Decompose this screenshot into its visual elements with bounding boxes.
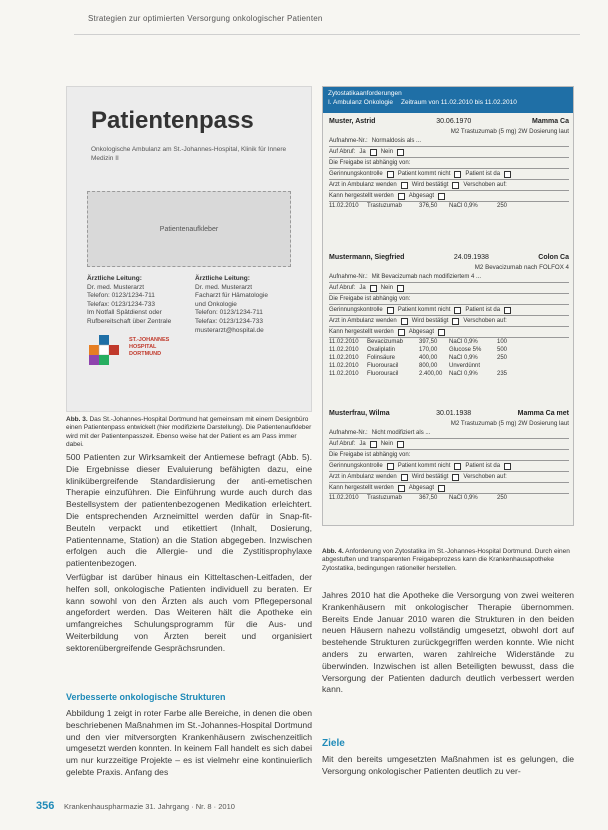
medication-row (329, 338, 569, 346)
form-row-aufabruf (329, 147, 569, 158)
form-header-row (328, 98, 568, 108)
medication-cell: 397,50 (419, 339, 438, 345)
medication-cell: Bevacizumab (367, 339, 404, 345)
medication-cell: 250 (497, 203, 508, 209)
form-row-status (329, 305, 569, 316)
option-label: Kann hergestellt werden (329, 328, 394, 335)
option-label: Gerinnungskontrolle (329, 170, 383, 177)
medication-row (329, 370, 569, 378)
form-header (323, 87, 573, 113)
logo-line: ST.-JOHANNES (129, 337, 170, 343)
body-text-right-2: Mit den bereits umgesetzten Maßnahmen ist es gelungen, die Versorgung onkologischer Patienten deutlich zu ver- (322, 754, 574, 776)
form-row-freigabe (329, 294, 569, 305)
medication-cell: Oxaliplatin (367, 347, 396, 353)
pass-right-contact (195, 275, 305, 335)
option-label: Arzt in Ambulanz wenden (329, 181, 397, 188)
pass-left-line: Im Notfall Spätdienst oder (87, 309, 162, 317)
checkbox[interactable] (504, 307, 511, 314)
checkbox[interactable] (370, 149, 377, 156)
form-row-herstellung (329, 191, 569, 202)
field-label: Auf Abruf: (329, 148, 356, 155)
running-head: Strategien zur optimierten Versorgung onkologischer Patienten (88, 14, 323, 23)
option-label: Wird bestätigt (411, 317, 449, 324)
figure-caption-left (66, 416, 312, 450)
medication-row (329, 354, 569, 362)
option-label: Abgesagt (408, 328, 435, 335)
medication-cell: 400,00 (419, 355, 438, 361)
figure-caption-right (322, 548, 574, 573)
field-label: Aufnahme-Nr.: (329, 273, 368, 280)
caption-text: Anforderung von Zytostatika im St.-Johannes-Hospital Dortmund. Durch einen abgestuften und transparenten Freigabeprozess kann die Krankenhausapotheke Zytostatika, bedingungen rationeller herstellen. (322, 548, 570, 572)
medication-cell: Trastuzumab (367, 203, 402, 209)
medication-cell: 11.02.2010 (329, 355, 359, 361)
patient-dob: 24.09.1938 (453, 254, 489, 261)
form-row-arzt (329, 472, 569, 483)
option-label: Abgesagt (408, 192, 435, 199)
form-row-arzt (329, 316, 569, 327)
medication-table (329, 494, 569, 502)
checkbox[interactable] (452, 474, 459, 481)
patient-block (329, 409, 569, 502)
medication-cell (497, 362, 527, 370)
pass-right-line: Dr. med. Musterarzt (195, 283, 253, 291)
field-value: Normaldosis als ... (371, 137, 422, 144)
checkbox[interactable] (454, 307, 461, 314)
checkbox[interactable] (504, 171, 511, 178)
pass-right-line: Ärztliche Leitung: (195, 275, 250, 282)
medication-cell: 11.02.2010 (329, 347, 359, 353)
medication-cell: 11.02.2010 (329, 495, 359, 501)
pass-left-contact (87, 275, 197, 327)
caption-text: Das St.-Johannes-Hospital Dortmund hat gemeinsam mit einem Designbüro einen Patientenpass entwickelt (hier modifizierte Darstellung). Die Patientenaufkleber wird mit der Patientenpasszeit. Ebenso weise hat der Patient es am Pass immer dabei. (66, 416, 312, 449)
option-label: Patient kommt nicht (397, 170, 451, 177)
pass-right-line: und Onkologie (195, 300, 237, 308)
option-label: Nein (380, 284, 394, 291)
checkbox[interactable] (438, 329, 445, 336)
medication-table (329, 338, 569, 378)
option-label: Wird bestätigt (411, 473, 449, 480)
option-label: Gerinnungskontrolle (329, 462, 383, 469)
option-label: Patient ist da (465, 462, 501, 469)
field-label: Die Freigabe ist abhängig von: (329, 295, 411, 302)
field-label: Die Freigabe ist abhängig von: (329, 159, 411, 166)
medication-cell: Glucose 5% (449, 347, 482, 353)
pass-left-line: Telefax: 0123/1234-733 (87, 300, 155, 308)
pass-left-line: Ärztliche Leitung: (87, 275, 142, 282)
medication-cell: NaCl 0,9% (449, 339, 478, 345)
patient-name: Muster, Astrid (329, 118, 376, 125)
checkbox[interactable] (504, 463, 511, 470)
field-label: Aufnahme-Nr.: (329, 429, 368, 436)
pass-right-line: Telefon: 0123/1234-711 (195, 309, 263, 317)
medication-cell: 11.02.2010 (329, 339, 359, 345)
form-row-freigabe (329, 158, 569, 169)
pass-subtitle: Onkologische Ambulanz am St.-Johannes-Hospital, Klinik für Innere Medizin II (91, 146, 287, 162)
option-label: Arzt in Ambulanz wenden (329, 317, 397, 324)
form-header-title: Zytostatikaanforderungen (328, 90, 402, 97)
medication-cell: 100 (497, 339, 508, 345)
medication-row (329, 494, 569, 502)
checkbox[interactable] (398, 485, 405, 492)
body-text-left (66, 452, 312, 657)
field-value: Mit Bevacizumab nach modifiziertem 4 ... (371, 273, 482, 280)
patient-regimen: M2 Trastuzumab (5 mg) 2W Dosierung laut (450, 420, 569, 427)
body-text-right: Jahres 2010 hat die Apotheke die Versorgung von zwei weiteren Krankenhäusern mit onkologischer Therapie übernommen. Bereits Ende Januar 2010 waren die Strukturen in den beiden neuen Häusern nahezu vollständig umgesetzt, obwohl dort auf bestehende Strukturen zurückgegriffen werden konnte. Wie nicht anders zu erwarten, waren zahlreiche Widerstände zu überwinden. Inzwischen ist allen Beteiligten bewusst, dass die Versorgung der Patienten dadurch deutlich verbessert werden kann. (322, 590, 574, 695)
checkbox[interactable] (387, 463, 394, 470)
pass-left-line: Rufbereitschaft über Zentrale (87, 317, 172, 325)
medication-row (329, 202, 569, 210)
caption-label: Abb. 3. (66, 416, 88, 423)
header-rule (74, 34, 580, 35)
option-label: Patient kommt nicht (397, 462, 451, 469)
checkbox[interactable] (401, 318, 408, 325)
medication-cell: 376,50 (419, 203, 438, 209)
patient-block (329, 253, 569, 378)
patient-name: Musterfrau, Wilma (329, 410, 390, 417)
logo-line: HOSPITAL (129, 344, 157, 350)
option-label: Kann hergestellt werden (329, 192, 394, 199)
body-text-left-2: Abbildung 1 zeigt in roter Farbe alle Bereiche, in denen die oben beschriebenen Maßnahmen im St.-Johannes-Hospital Dortmund und den vier mitversorgten Krankenhäusern zwischenzeitlich umgesetzt werden konnten. In keinem Fall handelt es sich dabei um nur kurzzeitige Projekte – es ist vielmehr eine kontinuierlich gelebte Praxis. Anfang des (66, 708, 312, 777)
pass-right-line: Facharzt für Hämatologie (195, 292, 268, 300)
field-label: Auf Abruf: (329, 440, 356, 447)
checkbox[interactable] (452, 318, 459, 325)
option-label: Wird bestätigt (411, 181, 449, 188)
hospital-logo-icon (87, 333, 127, 367)
option-label: Abgesagt (408, 484, 435, 491)
pass-title: Patientenpass (91, 107, 254, 134)
paragraph: 500 Patienten zur Wirksamkeit der Antiemese befragt (Abb. 5). Die Ergebnisse dieser Evaluierung befähigten dazu, eine klinikübergreifende Standardisierung der anti-emetischen Therapie einzuführen. Die Einführung wurde auch durch das Bestellsystem der patientenbezogenen Medikation erleichtert. Die entsprechenden Arzneimittel werden dafür in Snap-fit-Beuteln verpackt und etikettiert (Inhalt, Dosierung, Patientenname, Station) an die Station abgegeben. Inzwischen erfolgen auch die Allergie- und die Zystitisprophylaxe patientenbezogen. (66, 452, 312, 569)
medication-cell: NaCl 0,9% (449, 203, 478, 209)
option-label: Nein (380, 440, 394, 447)
checkbox[interactable] (387, 171, 394, 178)
patient-dob: 30.01.1938 (436, 410, 472, 417)
option-label: Ja (359, 440, 366, 447)
form-row-herstellung (329, 483, 569, 494)
option-label: Gerinnungskontrolle (329, 306, 383, 313)
patientenpass-figure (66, 86, 312, 412)
checkbox[interactable] (370, 285, 377, 292)
medication-table (329, 202, 569, 210)
form-row-aufnahme (329, 136, 569, 147)
form-row-status (329, 461, 569, 472)
checkbox[interactable] (397, 441, 404, 448)
form-header-unit: I. Ambulanz Onkologie (328, 99, 394, 106)
medication-cell: 2.400,00 (419, 371, 443, 377)
medication-cell: 367,50 (419, 495, 438, 501)
medication-cell: 250 (497, 355, 508, 361)
pass-right-line: musterarzt@hospital.de (195, 326, 264, 334)
option-label: Verschoben auf: (463, 473, 507, 480)
option-label: Patient ist da (465, 306, 501, 313)
form-row-arzt (329, 180, 569, 191)
checkbox[interactable] (387, 307, 394, 314)
form-header-period: Zeitraum von 11.02.2010 bis 11.02.2010 (401, 99, 517, 106)
medication-cell: NaCl 0,9% (449, 355, 478, 361)
pass-sticker-field: Patientenaufkleber (87, 191, 291, 267)
form-row-freigabe (329, 450, 569, 461)
patient-diagnosis: Colon Ca (538, 254, 569, 261)
option-label: Patient kommt nicht (397, 306, 451, 313)
patient-diagnosis: Mamma Ca (532, 118, 569, 125)
checkbox[interactable] (370, 441, 377, 448)
form-row-aufnahme (329, 428, 569, 439)
medication-cell: NaCl 0,9% (449, 495, 478, 501)
form-row-status (329, 169, 569, 180)
option-label: Ja (359, 148, 366, 155)
zytostatika-form-figure (322, 86, 574, 526)
form-row-aufabruf (329, 439, 569, 450)
checkbox[interactable] (438, 193, 445, 200)
pass-left-line: Telefon: 0123/1234-711 (87, 292, 155, 300)
checkbox[interactable] (401, 182, 408, 189)
journal-footer: Krankenhauspharmazie 31. Jahrgang · Nr. 8 · 2010 (64, 802, 235, 811)
checkbox[interactable] (454, 463, 461, 470)
medication-cell: 235 (497, 371, 508, 377)
form-row-herstellung (329, 327, 569, 338)
section-heading-strukturen: Verbesserte onkologische Strukturen (66, 692, 226, 702)
medication-row (329, 362, 569, 370)
checkbox[interactable] (454, 171, 461, 178)
option-label: Verschoben auf: (463, 181, 507, 188)
medication-cell: 250 (497, 495, 508, 501)
medication-cell: Trastuzumab (367, 495, 402, 501)
option-label: Verschoben auf: (463, 317, 507, 324)
checkbox[interactable] (398, 329, 405, 336)
medication-cell: 11.02.2010 (329, 203, 359, 209)
medication-cell: Fluorouracil (367, 371, 399, 377)
option-label: Kann hergestellt werden (329, 484, 394, 491)
form-row-aufnahme (329, 272, 569, 283)
option-label: Ja (359, 284, 366, 291)
medication-cell: Folinsäure (367, 355, 396, 361)
checkbox[interactable] (398, 193, 405, 200)
option-label: Nein (380, 148, 394, 155)
patient-diagnosis: Mamma Ca met (517, 410, 569, 417)
patient-header-row (329, 253, 569, 263)
patient-block (329, 117, 569, 210)
page-number: 356 (36, 800, 55, 812)
checkbox[interactable] (452, 182, 459, 189)
option-label: Patient ist da (465, 170, 501, 177)
hospital-logo-text (129, 337, 169, 358)
medication-cell: 800,00 (419, 363, 438, 369)
logo-line: DORTMUND (129, 351, 162, 357)
medication-cell: Unverdünnt (449, 363, 481, 369)
pass-right-line: Telefax: 0123/1234-733 (195, 317, 263, 325)
field-label: Aufnahme-Nr.: (329, 137, 368, 144)
caption-label: Abb. 4. (322, 548, 344, 555)
medication-cell: 170,00 (419, 347, 438, 353)
checkbox[interactable] (438, 485, 445, 492)
medication-cell: Fluorouracil (367, 363, 399, 369)
checkbox[interactable] (397, 285, 404, 292)
medication-cell: NaCl 0,9% (449, 371, 478, 377)
checkbox[interactable] (401, 474, 408, 481)
medication-cell: 11.02.2010 (329, 363, 359, 369)
section-heading-ziele: Ziele (322, 738, 345, 749)
checkbox[interactable] (397, 149, 404, 156)
medication-row (329, 346, 569, 354)
field-value: Nicht modifiziert als ... (371, 429, 431, 436)
patient-header-row (329, 117, 569, 127)
field-label: Die Freigabe ist abhängig von: (329, 451, 411, 458)
option-label: Arzt in Ambulanz wenden (329, 473, 397, 480)
patient-header-row (329, 409, 569, 419)
medication-cell: 11.02.2010 (329, 371, 359, 377)
patient-regimen: M2 Trastuzumab (5 mg) 2W Dosierung laut (450, 128, 569, 135)
medication-cell: 500 (497, 347, 508, 353)
patient-regimen: M2 Bevacizumab nach FOLFOX 4 (474, 264, 569, 271)
pass-left-line: Dr. med. Musterarzt (87, 283, 145, 291)
field-label: Auf Abruf: (329, 284, 356, 291)
patient-dob: 30.06.1970 (436, 118, 472, 125)
patient-name: Mustermann, Siegfried (329, 254, 405, 261)
paragraph: Verfügbar ist darüber hinaus ein Kitteltaschen-Leitfaden, der helfen soll, onkologische Patienten individuell zu beraten. Er kann sowohl von den Ärzten als auch vom Pflegepersonal angefordert werden. Das Weiteren hält die Apotheke ein umfangreiches Schulungsprogramm für die Aus- und Weiterbildung von Ärzten bereit und organisiert sektorenübergreifende Gesprächsrunden. (66, 571, 312, 653)
form-row-aufabruf (329, 283, 569, 294)
